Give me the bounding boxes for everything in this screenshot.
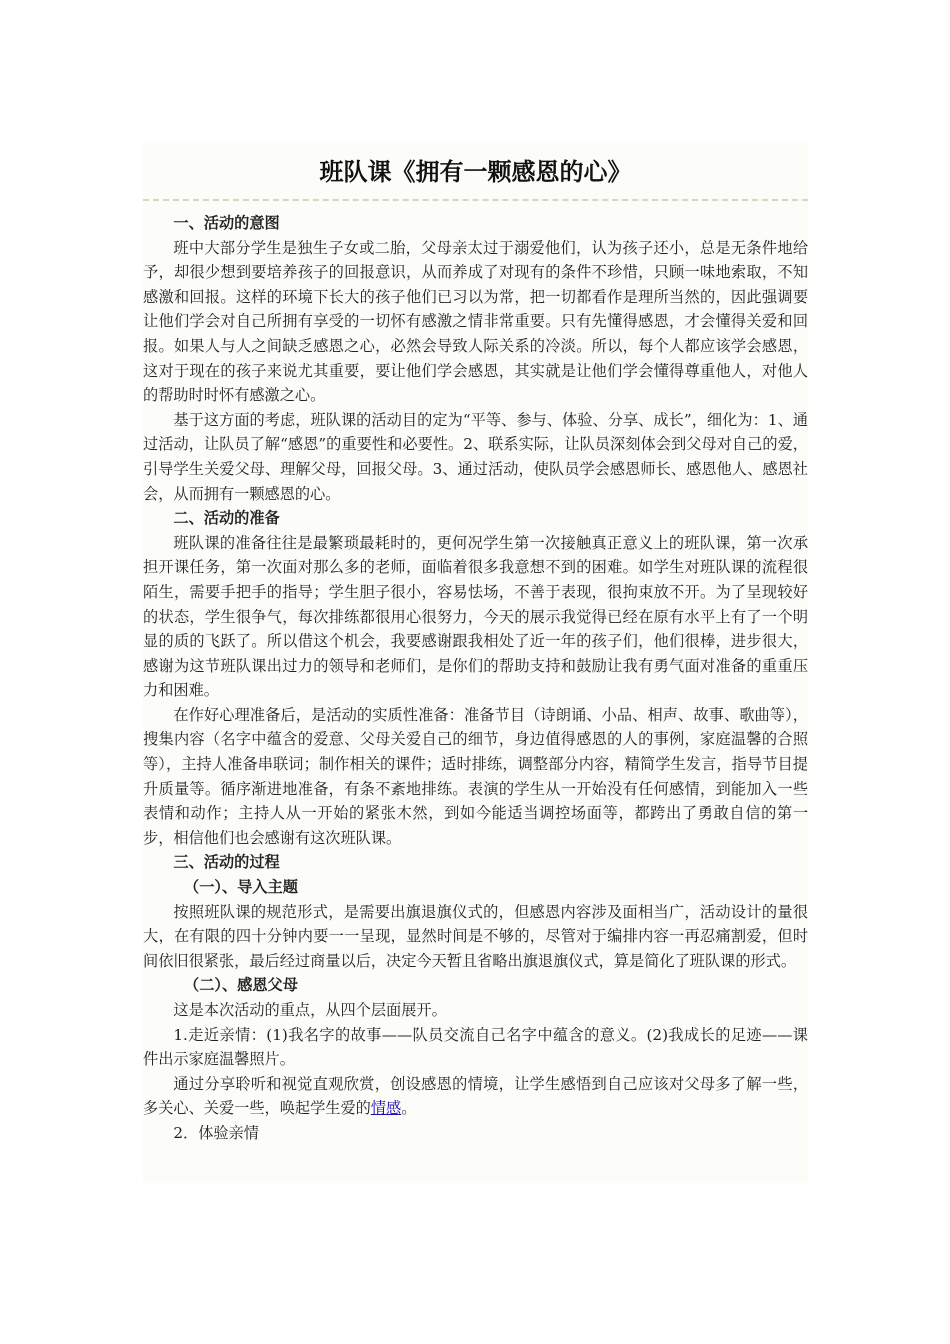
paragraph-tail: 。 bbox=[401, 1099, 417, 1118]
section-heading: 三、活动的过程 bbox=[173, 853, 280, 872]
paragraph: 1.走近亲情：(1)我名字的故事——队员交流自己名字中蕴含的意义。(2)我成长的足迹——课件出示家庭温馨照片。 bbox=[143, 1025, 808, 1069]
subsection-heading: （一）、导入主题 bbox=[184, 878, 298, 897]
paragraph: 在作好心理准备后，是活动的实质性准备：准备节目（诗朗诵、小品、相声、故事、歌曲等），搜集内容（名字中蕴含的爱意、父母关爱自己的细节，身边值得感恩的人的事例，家庭温馨的合照等），主持人准备串联词；制作相关的课件；适时排练，调整部分内容，精简学生发言，指导节目提升质量等。循序渐进地准备，有条不紊地排练。表演的学生从一开始没有任何感情，到能加入一些表情和动作；主持人从一开始的紧张木然，到如今能适当调控场面等，都跨出了勇敢自信的第一步，相信他们也会感谢有这次班队课。 bbox=[143, 705, 808, 847]
paragraph: 基于这方面的考虑，班队课的活动目的定为“平等、参与、体验、分享、成长”，细化为：1、通过活动，让队员了解“感恩”的重要性和必要性。2、联系实际，让队员深刻体会到父母对自己的爱，引导学生关爱父母、理解父母，回报父母。3、通过活动，使队员学会感恩师长、感恩他人、感恩社会，从而拥有一颗感恩的心。 bbox=[143, 410, 808, 503]
document-page bbox=[143, 143, 808, 1183]
section-heading: 二、活动的准备 bbox=[173, 509, 280, 528]
emotion-link[interactable]: 情感 bbox=[370, 1099, 402, 1118]
paragraph: 班队课的准备往往是最繁琐最耗时的，更何况学生第一次接触真正意义上的班队课，第一次承担开课任务，第一次面对那么多的老师，面临着很多我意想不到的困难。如学生对班队课的流程很陌生，需要手把手的指导；学生胆子很小，容易怯场，不善于表现，很拘束放不开。为了呈现较好的状态，学生很争气，每次排练都很用心很努力，今天的展示我觉得已经在原有水平上有了一个明显的质的飞跃了。所以借这个机会，我要感谢跟我相处了近一年的孩子们，他们很棒，进步很大，感谢为这节班队课出过力的领导和老师们，是你们的帮助支持和鼓励让我有勇气面对准备的重重压力和困难。 bbox=[143, 533, 808, 700]
subsection-heading: （二）、感恩父母 bbox=[184, 976, 298, 995]
section-heading: 一、活动的意图 bbox=[173, 214, 280, 232]
paragraph: 班中大部分学生是独生子女或二胎，父母亲太过于溺爱他们，认为孩子还小，总是无条件地给予，却很少想到要培养孩子的回报意识，从而养成了对现有的条件不珍惜，只顾一味地索取，不知感激和回报。这样的环境下长大的孩子他们已习以为常，把一切都看作是理所当然的，因此强调要让他们学会对自己所拥有享受的一切怀有感激之情非常重要。只有先懂得感恩，才会懂得关爱和回报。如果人与人之间缺乏感恩之心，必然会导致人际关系的冷淡。所以，每个人都应该学会感恩，这对于现在的孩子来说尤其重要，要让他们学会感恩，其实就是让他们学会懂得尊重他人，对他人的帮助时时怀有感激之心。 bbox=[143, 238, 808, 405]
paragraph: 按照班队课的规范形式，是需要出旗退旗仪式的，但感恩内容涉及面相当广，活动设计的量很大，在有限的四十分钟内要一一呈现，显然时间是不够的，尽管对于编排内容一再忍痛割爱，但时间依旧很紧张，最后经过商量以后，决定今天暂且省略出旗退旗仪式，算是简化了班队课的形式。 bbox=[143, 902, 808, 970]
document-title: 班队课《拥有一颗感恩的心》 bbox=[319, 157, 632, 186]
document-body bbox=[143, 201, 808, 1146]
paragraph-with-link bbox=[143, 1072, 808, 1121]
paragraph: 这是本次活动的重点，从四个层面展开。 bbox=[173, 1001, 447, 1019]
paragraph-text: 通过分享聆听和视觉直观欣赏，创设感恩的情境，让学生感悟到自己应该对父母多了解一些，多关心、关爱一些，唤起学生爱的 bbox=[143, 1074, 808, 1118]
paragraph: 2．体验亲情 bbox=[173, 1123, 259, 1142]
